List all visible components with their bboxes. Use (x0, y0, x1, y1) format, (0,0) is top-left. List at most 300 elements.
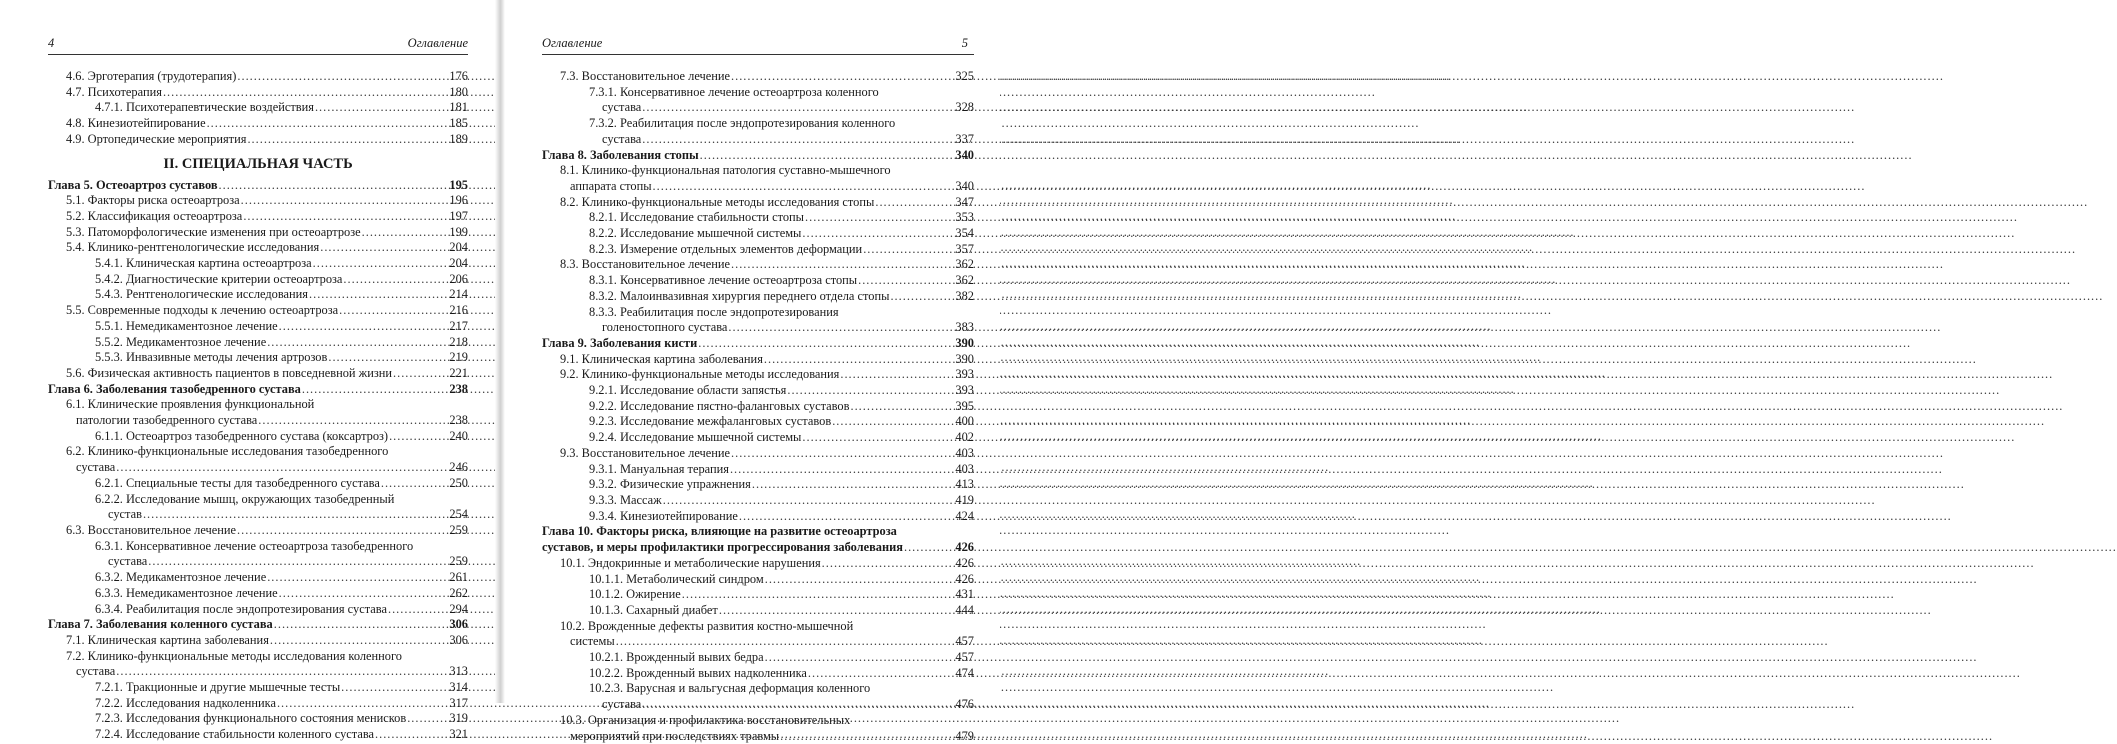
entry-title: сустава (76, 664, 116, 679)
dot-leader (116, 664, 448, 680)
toc-entry[interactable] (542, 666, 974, 682)
dot-leader (858, 273, 954, 289)
entry-title: 10.1.2. Ожирение (589, 587, 681, 602)
toc-entry[interactable] (542, 462, 974, 478)
page-ref: 474 (955, 665, 974, 680)
page-ref: 240 (449, 428, 468, 443)
page-ref: 259 (449, 554, 468, 569)
page-ref: 204 (449, 240, 468, 255)
dot-leader (802, 226, 954, 242)
page-ref: 325 (955, 69, 974, 83)
page-ref: 261 (449, 570, 468, 585)
toc-group-special (48, 178, 468, 743)
entry-title: 10.1.3. Сахарный диабет (589, 602, 718, 617)
entry-title: 8.2.3. Измерение отдельных элементов деформации (589, 241, 863, 256)
toc-entry[interactable] (542, 226, 974, 242)
page-ref: 424 (955, 508, 974, 523)
toc-entry[interactable] (48, 85, 468, 101)
entry-title: 9.2.1. Исследование области запястья (589, 383, 787, 398)
header-rule (48, 54, 468, 55)
dot-leader (616, 634, 955, 650)
dot-leader (730, 462, 954, 478)
entry-title: 9.1. Клиническая картина заболевания (560, 351, 763, 366)
entry-title: 7.2.4. Исследование стабильности коленного сустава (95, 727, 375, 742)
entry-title: 8.2.2. Исследование мышечной системы (589, 226, 802, 241)
toc-entry[interactable] (542, 242, 974, 258)
toc-entry-title-line: 6.2.2. Исследование мышц, окружающих тазобедренный (95, 491, 395, 506)
entry-title: 6.1.1. Остеоартроз тазобедренного сустава (коксартроз) (95, 428, 389, 443)
page-ref: 189 (449, 131, 468, 146)
chapter-entry[interactable] (542, 148, 974, 164)
page-ref: 337 (955, 131, 974, 146)
page-ref: 403 (955, 445, 974, 460)
page-ref: 262 (449, 585, 468, 600)
entry-title: сустава (602, 131, 642, 146)
dot-leader (207, 116, 449, 132)
entry-title: 5.5. Современные подходы к лечению остеоартроза (66, 303, 339, 318)
toc-entry[interactable] (542, 132, 974, 148)
page-ref: 476 (955, 697, 974, 712)
toc-entry[interactable] (48, 256, 468, 272)
entry-title: 9.2. Клинико-функциональные методы исследования (560, 367, 840, 382)
page-ref: 362 (955, 273, 974, 288)
entry-title: 9.3.4. Кинезиотейпирование (589, 508, 738, 523)
dot-leader (237, 523, 448, 539)
entry-title: 5.5.1. Немедикаментозное лечение (95, 318, 278, 333)
page-ref: 353 (955, 210, 974, 225)
page-ref: 390 (955, 351, 974, 366)
toc-entry[interactable] (48, 602, 468, 618)
dot-leader (388, 602, 448, 618)
chapter-entry[interactable] (542, 540, 974, 556)
page-ref: 419 (955, 492, 974, 507)
page-ref: 457 (955, 634, 974, 649)
entry-title: 9.2.2. Исследование пястно-фаланговых суставов (589, 398, 850, 413)
page-number: 4 (48, 36, 55, 50)
toc-entry[interactable] (48, 287, 468, 303)
entry-title: 4.6. Эрготерапия (трудотерапия) (66, 69, 237, 83)
entry-title: 9.3.2. Физические упражнения (589, 477, 751, 492)
dot-leader (802, 430, 954, 446)
toc-entry-title-line: 8.3.3. Реабилитация после эндопротезирования (589, 304, 839, 319)
dot-leader (840, 367, 954, 383)
toc-entry[interactable] (542, 179, 974, 195)
page-ref: 431 (955, 587, 974, 602)
entry-title: Глава 8. Заболевания стопы (542, 147, 699, 162)
dot-leader (904, 540, 954, 556)
page-ref: 354 (955, 226, 974, 241)
toc-entry[interactable] (542, 603, 974, 619)
entry-title: 8.3.2. Малоинвазивная хирургия переднего отдела стопы (589, 288, 890, 303)
page-ref: 221 (449, 365, 468, 380)
page-ref: 426 (955, 540, 974, 555)
running-head: Оглавление (542, 36, 603, 50)
page-ref: 479 (955, 728, 974, 743)
entry-title: 4.7.1. Психотерапевтические воздействия (95, 100, 314, 115)
dot-leader (787, 383, 954, 399)
page-ref: 317 (449, 695, 468, 710)
page-ref: 403 (955, 461, 974, 476)
dot-leader (279, 319, 449, 335)
entry-title: 4.8. Кинезиотейпирование (66, 116, 206, 131)
entry-title: 7.2.1. Тракционные и другие мышечные тесты (95, 680, 341, 695)
page-ref: 328 (955, 100, 974, 115)
toc-group-continued (542, 69, 974, 744)
toc-entry[interactable] (48, 413, 468, 429)
page-ref: 217 (449, 318, 468, 333)
dot-leader (653, 179, 955, 195)
dot-leader (270, 633, 449, 649)
page-ref: 340 (955, 178, 974, 193)
toc-entry[interactable] (542, 446, 974, 462)
toc-entry[interactable] (542, 383, 974, 399)
page-ref: 250 (449, 475, 468, 490)
entry-title: 8.3. Восстановительное лечение (560, 257, 731, 272)
toc-entry[interactable] (542, 195, 974, 211)
dot-leader (389, 429, 448, 445)
entry-title: суставов, и меры профилактики прогрессирования заболевания (542, 540, 903, 555)
toc-entry[interactable] (48, 319, 468, 335)
entry-title: 7.1. Клиническая картина заболевания (66, 632, 269, 647)
toc-entry[interactable] (48, 272, 468, 288)
dot-leader (890, 289, 954, 305)
entry-title: 10.2.2. Врожденный вывих надколенника (589, 665, 807, 680)
page-ref: 357 (955, 241, 974, 256)
toc-entry-title-line: 7.3.2. Реабилитация после эндопротезирования коленного (589, 116, 896, 131)
dot-leader (237, 69, 448, 85)
entry-title: 8.2. Клинико-функциональные методы исследования стопы (560, 194, 875, 209)
page-ref: 390 (955, 335, 974, 350)
page-ref: 306 (449, 617, 468, 632)
toc-entry[interactable] (48, 69, 468, 85)
toc-entry[interactable] (48, 554, 468, 570)
entry-title: 6.3. Восстановительное лечение (66, 522, 237, 537)
entry-title: голеностопного сустава (602, 320, 728, 335)
toc-entry-title-line: 7.3.1. Консервативное лечение остеоартроза коленного (589, 84, 879, 99)
page-ref: 218 (449, 334, 468, 349)
page-ref: 206 (449, 271, 468, 286)
dot-leader (328, 350, 448, 366)
dot-leader (808, 666, 954, 682)
page-ref: 216 (449, 303, 468, 318)
page-ref: 238 (449, 413, 468, 428)
page-ref: 319 (449, 711, 468, 726)
dot-leader (850, 399, 954, 415)
page-ref: 382 (955, 288, 974, 303)
page-ref: 402 (955, 430, 974, 445)
toc-entry[interactable] (48, 664, 468, 680)
entry-title: 9.3.3. Массаж (589, 492, 662, 507)
dot-leader (241, 193, 449, 209)
entry-title: 4.9. Ортопедические мероприятия (66, 131, 247, 146)
dot-leader (375, 727, 448, 743)
toc-entry[interactable] (542, 650, 974, 666)
toc-entry[interactable] (542, 399, 974, 415)
toc-entry-title-line: 10.3. Организация и профилактика восстановительных (560, 712, 851, 727)
toc-entry[interactable] (542, 100, 974, 116)
toc-entry[interactable] (542, 729, 974, 744)
toc-entry[interactable] (542, 320, 974, 336)
toc-entry[interactable] (48, 633, 468, 649)
toc-entry[interactable] (542, 697, 974, 713)
toc-entry[interactable] (48, 507, 468, 523)
entry-title: 8.3.1. Консервативное лечение остеоартроза стопы (589, 273, 858, 288)
dot-leader (731, 446, 954, 462)
toc-entry[interactable] (48, 711, 468, 727)
entry-title: 9.2.3. Исследование межфаланговых суставов (589, 414, 832, 429)
dot-leader (642, 132, 954, 148)
entry-title: сустава (602, 697, 642, 712)
toc-entry[interactable] (48, 132, 468, 148)
dot-leader (731, 69, 954, 85)
page-ref: 426 (955, 571, 974, 586)
entry-title: 6.3.2. Медикаментозное лечение (95, 570, 267, 585)
toc-entry[interactable] (48, 240, 468, 256)
dot-leader (731, 257, 954, 273)
toc-entry-title-line: 6.1. Клинические проявления функциональной (66, 397, 315, 412)
entry-title: 6.3.3. Немедикаментозное лечение (95, 585, 278, 600)
entry-title: 7.3. Восстановительное лечение (560, 69, 731, 83)
entry-title: 5.5.2. Медикаментозное лечение (95, 334, 267, 349)
dot-leader (313, 256, 449, 272)
toc-entry[interactable] (542, 210, 974, 226)
entry-title: 7.2.3. Исследования функционального состояния менисков (95, 711, 407, 726)
page-ref: 204 (449, 256, 468, 271)
page-ref: 321 (449, 727, 468, 742)
page-ref: 219 (449, 350, 468, 365)
chapter-entry[interactable] (48, 617, 468, 633)
page-ref: 259 (449, 522, 468, 537)
entry-title: системы (570, 634, 615, 649)
toc-entry[interactable] (48, 116, 468, 132)
entry-title: аппарата стопы (570, 178, 652, 193)
left-page (0, 0, 495, 742)
toc-entry[interactable] (542, 493, 974, 509)
toc-entry[interactable] (542, 587, 974, 603)
page-ref: 181 (449, 100, 468, 115)
toc-entry[interactable] (542, 509, 974, 525)
entry-title: Глава 7. Заболевания коленного сустава (48, 617, 273, 632)
entry-title: Глава 9. Заболевания кисти (542, 335, 698, 350)
toc-entry[interactable] (542, 477, 974, 493)
toc-entry-title-line: 6.3.1. Консервативное лечение остеоартроза тазобедренного (95, 538, 414, 553)
entry-title: 5.1. Факторы риска остеоартроза (66, 193, 240, 208)
entry-title: 10.2.1. Врожденный вывих бедра (589, 650, 764, 665)
dot-leader (309, 287, 448, 303)
toc-entry[interactable] (48, 209, 468, 225)
page-ref: 294 (449, 601, 468, 616)
dot-leader (267, 570, 448, 586)
dot-leader (642, 697, 954, 713)
dot-leader (805, 210, 954, 226)
page-ref: 395 (955, 398, 974, 413)
dot-leader (822, 556, 955, 572)
toc-entry[interactable] (48, 193, 468, 209)
dot-leader (698, 336, 954, 352)
entry-title: сустав (108, 507, 142, 522)
dot-leader (143, 507, 448, 523)
toc-left (48, 69, 468, 743)
dot-leader (148, 554, 448, 570)
dot-leader (163, 85, 448, 101)
page-ref: 393 (955, 367, 974, 382)
dot-leader (341, 680, 448, 696)
page-ref: 426 (955, 555, 974, 570)
toc-entry[interactable] (48, 696, 468, 712)
chapter-entry[interactable] (542, 336, 974, 352)
toc-entry[interactable] (48, 225, 468, 241)
dot-leader (116, 460, 448, 476)
section-title: II. СПЕЦИАЛЬНАЯ ЧАСТЬ (163, 155, 353, 172)
page-ref: 314 (449, 680, 468, 695)
dot-leader (267, 335, 448, 351)
entry-title: Глава 5. Остеоартроз суставов (48, 177, 218, 192)
toc-entry-title-line: 8.1. Клинико-функциональная патология суставно-мышечного (560, 163, 891, 178)
page-ref: 347 (955, 194, 974, 209)
dot-leader (362, 225, 449, 241)
entry-title: 5.4.1. Клиническая картина остеоартроза (95, 256, 312, 271)
dot-leader (764, 352, 955, 368)
toc-entry[interactable] (542, 572, 974, 588)
entry-title: 4.7. Психотерапия (66, 84, 162, 99)
page-ref: 246 (449, 460, 468, 475)
dot-leader (302, 382, 449, 398)
toc-entry[interactable] (48, 429, 468, 445)
page-ref: 214 (449, 287, 468, 302)
entry-title: 5.3. Патоморфологические изменения при остеоартрозе (66, 224, 361, 239)
page-ref: 238 (449, 381, 468, 396)
toc-entry-title-line: 7.2. Клинико-функциональные методы исследования коленного (66, 648, 402, 663)
toc-entry[interactable] (48, 727, 468, 743)
toc-entry[interactable] (48, 523, 468, 539)
entry-title: патологии тазобедренного сустава (76, 413, 258, 428)
page-ref: 196 (449, 193, 468, 208)
dot-leader (343, 272, 448, 288)
toc-entry[interactable] (48, 460, 468, 476)
toc-entry[interactable] (542, 367, 974, 383)
page-ref: 340 (955, 147, 974, 162)
page-ref: 185 (449, 116, 468, 131)
dot-leader (832, 414, 954, 430)
page-ref: 313 (449, 664, 468, 679)
page-ref: 180 (449, 84, 468, 99)
dot-leader (407, 711, 448, 727)
entry-title: 5.5.3. Инвазивные методы лечения артрозов (95, 350, 328, 365)
toc-group-general (48, 69, 468, 148)
dot-leader (381, 476, 449, 492)
toc-entry[interactable] (48, 476, 468, 492)
page-ref: 383 (955, 320, 974, 335)
dot-leader (339, 303, 448, 319)
dot-leader (277, 696, 448, 712)
entry-title: Глава 6. Заболевания тазобедренного сустава (48, 381, 301, 396)
chapter-title-line: Глава 10. Факторы риска, влияющие на развитие остеоартроза (542, 524, 897, 539)
entry-title: сустава (76, 460, 116, 475)
entry-title: 9.3. Восстановительное лечение (560, 445, 731, 460)
dot-leader (393, 366, 448, 382)
dot-leader (320, 240, 448, 256)
page-ref: 306 (449, 632, 468, 647)
book-gutter (495, 0, 505, 703)
toc-entry[interactable] (542, 414, 974, 430)
entry-title: 5.4.2. Диагностические критерии остеоартроза (95, 271, 343, 286)
page-number: 5 (961, 36, 968, 50)
dot-leader (274, 617, 449, 633)
toc-right (542, 69, 974, 744)
dot-leader (765, 572, 955, 588)
page-ref: 254 (449, 507, 468, 522)
toc-entry[interactable] (542, 257, 974, 273)
dot-leader (863, 242, 954, 258)
page-ref: 176 (449, 69, 468, 83)
entry-title: 5.2. Классификация остеоартроза (66, 208, 243, 223)
dot-leader (258, 413, 448, 429)
entry-title: 10.1. Эндокринные и метаболические нарушения (560, 555, 821, 570)
entry-title: 5.6. Физическая активность пациентов в повседневной жизни (66, 365, 392, 380)
entry-title: сустава (108, 554, 148, 569)
entry-title: 6.3.4. Реабилитация после эндопротезирования сустава (95, 601, 387, 616)
toc-entry[interactable] (48, 350, 468, 366)
toc-entry[interactable] (542, 634, 974, 650)
toc-entry[interactable] (48, 335, 468, 351)
page-ref: 197 (449, 208, 468, 223)
entry-title: 7.2.2. Исследования надколенника (95, 695, 276, 710)
toc-entry[interactable] (48, 366, 468, 382)
toc-entry[interactable] (542, 556, 974, 572)
entry-title: 6.2.1. Специальные тесты для тазобедренного сустава (95, 475, 380, 490)
dot-leader (243, 209, 448, 225)
dot-leader (739, 509, 955, 525)
dot-leader (780, 729, 954, 744)
dot-leader (247, 132, 448, 148)
toc-entry[interactable] (48, 570, 468, 586)
toc-entry[interactable] (48, 586, 468, 602)
entry-title: мероприятий при последствиях травмы (570, 728, 780, 743)
entry-title: 9.2.4. Исследование мышечной системы (589, 430, 802, 445)
dot-leader (682, 587, 955, 603)
chapter-entry[interactable] (48, 382, 468, 398)
page-ref: 400 (955, 414, 974, 429)
page-ref: 199 (449, 224, 468, 239)
page-ref: 457 (955, 650, 974, 665)
entry-title: 8.2.1. Исследование стабильности стопы (589, 210, 805, 225)
toc-entry[interactable] (48, 680, 468, 696)
dot-leader (875, 195, 954, 211)
toc-entry[interactable] (48, 100, 468, 116)
page-ref: 362 (955, 257, 974, 272)
chapter-entry[interactable] (48, 178, 468, 194)
dot-leader (700, 148, 955, 164)
page-ref: 195 (449, 177, 468, 192)
dot-leader (663, 493, 955, 509)
toc-entry[interactable] (542, 273, 974, 289)
toc-entry[interactable] (542, 430, 974, 446)
page-ref: 413 (955, 477, 974, 492)
dot-leader (279, 586, 449, 602)
entry-title: сустава (602, 100, 642, 115)
dot-leader (219, 178, 449, 194)
entry-title: 9.3.1. Мануальная терапия (589, 461, 729, 476)
toc-entry[interactable] (48, 303, 468, 319)
entry-title: 10.1.1. Метаболический синдром (589, 571, 764, 586)
header-rule (542, 54, 974, 55)
dot-leader (765, 650, 955, 666)
toc-entry[interactable] (542, 352, 974, 368)
dot-leader (719, 603, 955, 619)
toc-entry[interactable] (542, 289, 974, 305)
toc-entry[interactable] (542, 69, 974, 85)
dot-leader (728, 320, 954, 336)
